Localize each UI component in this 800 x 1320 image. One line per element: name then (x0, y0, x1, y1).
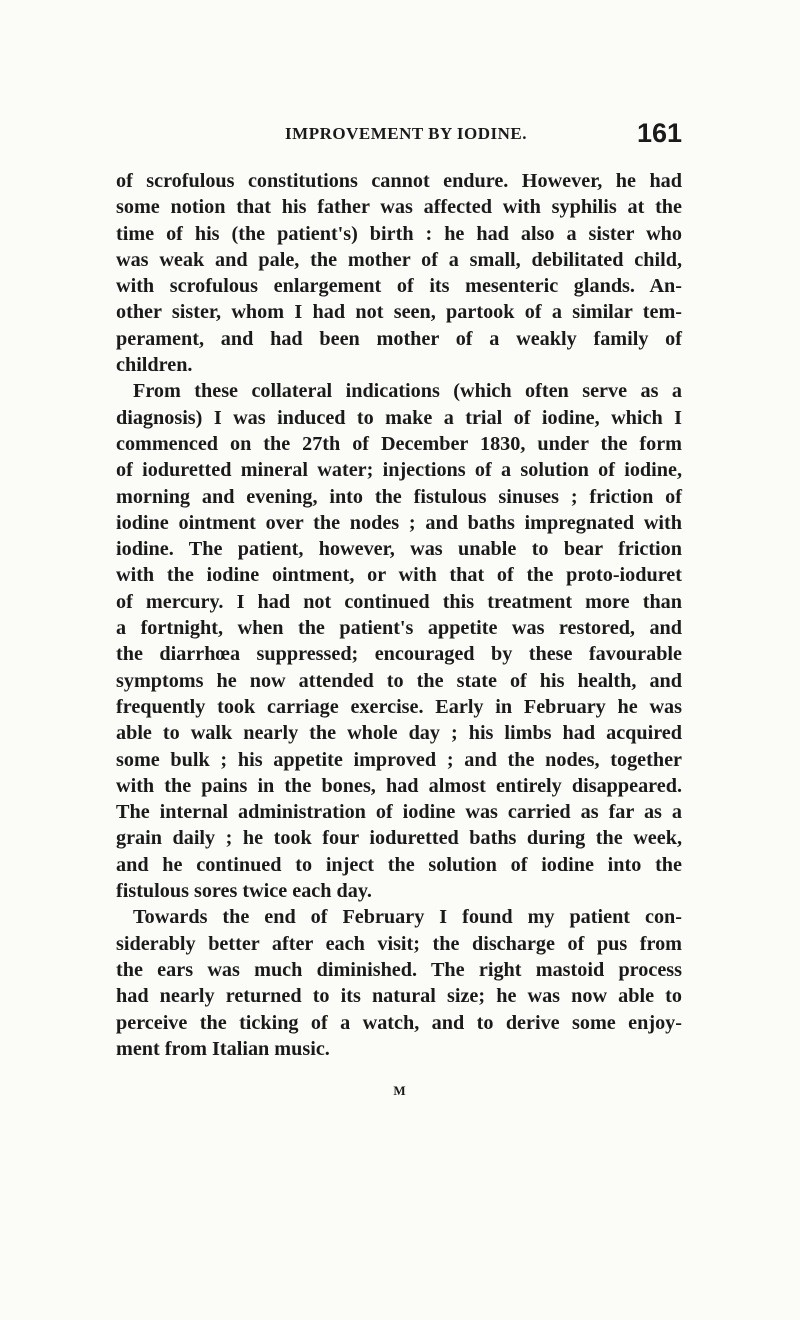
text-line: morning and evening, into the fistulous sinuses ; friction of (116, 485, 682, 508)
text-line: The internal administration of iodine was carried as far as a (116, 801, 682, 824)
running-head (130, 118, 682, 152)
text-line: siderably better after each visit; the discharge of pus from (116, 932, 682, 955)
text-line: grain daily ; he took four ioduretted baths during the week, (116, 827, 682, 850)
text-line: ment from Italian music. (116, 1037, 330, 1060)
text-line: iodine. The patient, however, was unable to bear friction (116, 538, 682, 561)
text-line: had nearly returned to its natural size; he was now able to (116, 985, 682, 1008)
text-line: of mercury. I had not continued this treatment more than (116, 590, 682, 613)
text-line: commenced on the 27th of December 1830, under the form (116, 432, 682, 455)
text-line: Towards the end of February I found my patient con- (133, 906, 682, 929)
text-line: other sister, whom I had not seen, partook of a similar tem- (116, 301, 682, 324)
text-line: frequently took carriage exercise. Early in February he was (116, 695, 682, 718)
text-line: children. (116, 354, 193, 377)
text-line: fistulous sores twice each day. (116, 880, 372, 903)
text-line: perament, and had been mother of a weakly family of (116, 327, 682, 350)
text-line: some notion that his father was affected with syphilis at the (116, 196, 682, 219)
running-title: IMPROVEMENT BY IODINE. (285, 124, 527, 143)
page-number: 161 (636, 118, 682, 148)
signature-mark: M (393, 1083, 407, 1098)
text-line: time of his (the patient's) birth : he had also a sister who (116, 222, 682, 245)
text-line: of ioduretted mineral water; injections of a solution of iodine, (116, 459, 682, 482)
text-line: of scrofulous constitutions cannot endure. However, he had (116, 170, 682, 192)
text-line: symptoms he now attended to the state of his health, and (116, 669, 682, 692)
text-line: with scrofulous enlargement of its mesenteric glands. An- (116, 275, 682, 298)
text-line: the ears was much diminished. The right mastoid process (116, 958, 682, 981)
text-line: perceive the ticking of a watch, and to derive some enjoy- (116, 1011, 682, 1034)
text-line: diagnosis) I was induced to make a trial of iodine, which I (116, 406, 682, 429)
text-line: with the iodine ointment, or with that of the proto-ioduret (116, 564, 682, 587)
text-line: some bulk ; his appetite improved ; and the nodes, together (116, 748, 682, 771)
text-line: with the pains in the bones, had almost entirely disappeared. (116, 774, 682, 797)
text-line: the diarrhœa suppressed; encouraged by these favourable (116, 643, 682, 666)
text-line: a fortnight, when the patient's appetite was restored, and (116, 617, 682, 640)
text-line: was weak and pale, the mother of a small, debilitated child, (116, 248, 682, 271)
text-line: able to walk nearly the whole day ; his limbs had acquired (116, 722, 682, 745)
body-text (116, 168, 682, 1062)
text-line: and he continued to inject the solution of iodine into the (116, 853, 682, 876)
text-line: From these collateral indications (which often serve as a (133, 380, 682, 403)
text-line: iodine ointment over the nodes ; and baths impregnated with (116, 511, 682, 534)
